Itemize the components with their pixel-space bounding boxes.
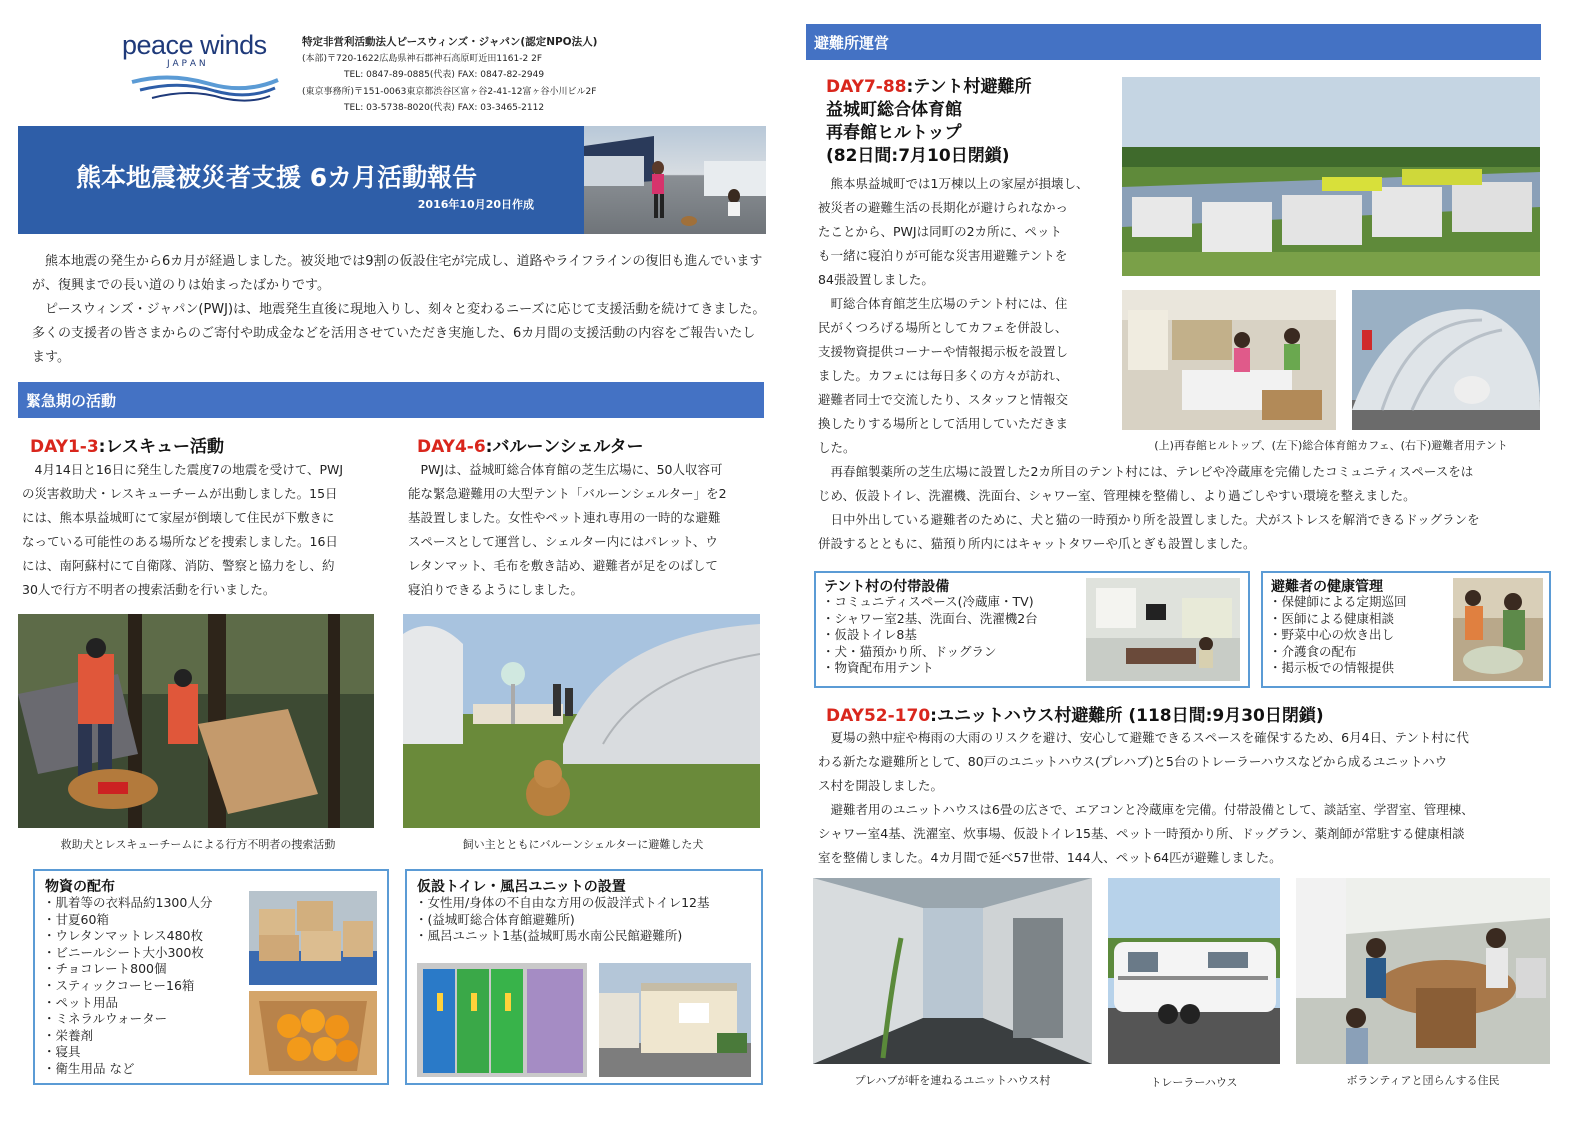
toilet-list [415, 895, 710, 945]
facilities-title: テント村の付帯設備 [824, 579, 950, 595]
gym-cafe-photo [1122, 290, 1336, 430]
supplies-item: ・ チョコレート800個 [43, 961, 212, 978]
supplies-item: ・ スティックコーヒー16箱 [43, 978, 212, 995]
rescue-day: DAY1-3 [30, 437, 99, 457]
supplies-boxes-photo [249, 891, 377, 985]
health-item: ・ 保健師による定期巡回 [1269, 594, 1407, 611]
balloon-line: PWJは、益城町総合体育館の芝生広場に、50人収容可 [420, 462, 723, 477]
intro-text [32, 250, 767, 370]
bath-unit-photo [599, 963, 751, 1077]
unit-line: 室を整備しました。4カ月間で延べ57世帯、144人、ペット64匹が避難しました。 [818, 850, 1282, 865]
unit-line: わる新たな避難所として、80戸のユニットハウス(プレハブ)と5台のトレーラーハウスなどから成るユニットハウ [818, 754, 1448, 769]
tent-line: 支援物資提供コーナーや情報掲示板を設置し [818, 344, 1069, 359]
oranges-photo [249, 991, 377, 1075]
health-item: ・ 医師による健康相談 [1269, 611, 1407, 628]
health-box [1261, 571, 1551, 688]
balloon-line: スペースとして運営し、シェルター内にはパレット、ウ [408, 534, 718, 549]
rescue-line: 4月14日と16日に発生した震度7の地震を受けて、PWJ [34, 462, 344, 477]
tent-line: 84張設置しました。 [818, 272, 934, 287]
health-item: ・ 介護食の配布 [1269, 644, 1407, 661]
unit-line: シャワー室4基、洗濯室、炊事場、仮設トイレ15基、ペット一時預かり所、ドッグラン、薬剤師が常駐する健康相談 [818, 826, 1465, 841]
wave-logo-icon [130, 74, 280, 104]
balloon-photo [403, 614, 760, 828]
balloon-line: 寝泊りできるようにしました。 [408, 582, 584, 597]
tent-day: DAY7-88 [826, 77, 907, 97]
volunteer-gathering-photo [1296, 878, 1550, 1064]
balloon-line: 能な緊急避難用の大型テント「バルーンシェルター」を2 [408, 486, 727, 501]
supplies-item: ・ 栄養剤 [43, 1028, 212, 1045]
supplies-item: ・ 甘夏60箱 [43, 912, 212, 929]
logo-sub: J A P A N [167, 59, 206, 69]
toilet-item [415, 912, 710, 929]
unit-line: 避難者用のユニットハウスは6畳の広さで、エアコンと冷蔵庫を完備。付帯設備として、談話室、学習室、管理棟、 [830, 802, 1474, 817]
evacuee-tent-photo [1352, 290, 1540, 430]
balloon-text [408, 458, 768, 602]
facilities-item: ・ シャワー室2基、洗面台、洗濯機2台 [822, 611, 1038, 628]
trailer-house-photo [1108, 878, 1280, 1064]
facilities-box [814, 571, 1250, 688]
rescue-heading: :レスキュー活動 [98, 437, 224, 457]
tent-full-line: 併設するとともに、猫預り所内にはキャットタワーや爪とぎも設置しました。 [818, 536, 1256, 551]
unit-photo-caption-1: プレハブが軒を連ねるユニットハウス村 [854, 1074, 1051, 1087]
balloon-heading: :バルーンシェルター [485, 437, 644, 457]
health-item: ・ 野菜中心の炊き出し [1269, 627, 1407, 644]
tokyo-address: (東京事務所)〒151-0063東京都渋谷区富ヶ谷2-41-12富ヶ谷小川ビル2F [302, 86, 597, 97]
facilities-list [822, 594, 1038, 677]
banner-photo [584, 126, 766, 234]
toilet-box [405, 869, 763, 1085]
logo-text: peace winds [122, 30, 267, 60]
tent-line: 町総合体育館芝生広場のテント村には、住 [830, 296, 1068, 311]
report-date: 2016年10月20日作成 [417, 198, 534, 211]
tent-full-line: 日中外出している避難者のために、犬と猫の一時預かり所を設置しました。犬がストレスを解消できるドッグランを [830, 512, 1480, 527]
tent-full-line: じめ、仮設トイレ、洗濯機、洗面台、シャワー室、管理棟を整備し、より過ごしやすい環境を整えました。 [818, 488, 1416, 503]
org-details [302, 34, 632, 117]
tent-line: した。 [818, 440, 856, 455]
unit-day: DAY52-170 [826, 706, 931, 726]
tent-duration: (82日間:7月10日閉鎖) [826, 146, 1010, 166]
balloon-line: 基設置しました。女性やペット連れ専用の一時的な避難 [408, 510, 721, 525]
intro-paragraph-2: ピースウィンズ・ジャパン(PWJ)は、地震発生直後に現地入りし、刻々と変わるニーズに応じて支援活動を続けてきました。多くの支援者の皆さまからのご寄付や助成金などを活用させていただき実施した、6カ月間の支援活動の内容をご報告いたします。 [32, 302, 766, 365]
title-banner [18, 126, 586, 234]
unit-line: ス村を開設しました。 [818, 778, 944, 793]
tent-heading: :テント村避難所 [906, 77, 1032, 97]
unit-heading: :ユニットハウス村避難所 (118日間:9月30日閉鎖) [930, 706, 1324, 726]
org-name: 特定非営利活動法人ピースウィンズ・ジャパン(認定NPO法人) [302, 36, 598, 48]
tent-line: 避難者同士で交流したり、スタッフと情報交 [818, 392, 1069, 407]
facilities-item: ・ 物資配布用テント [822, 660, 1038, 677]
balloon-photo-caption: 飼い主とともにバルーンシェルターに避難した犬 [462, 838, 704, 851]
unit-text [818, 726, 1548, 870]
tent-site-1: 益城町総合体育館 [826, 100, 962, 120]
unit-title [826, 701, 1324, 726]
tent-line: たことから、PWJは同町の2カ所に、ペット [818, 224, 1063, 239]
community-space-photo [1086, 578, 1240, 681]
unit-house-village-photo [813, 878, 1092, 1064]
tent-line: 被災者の避難生活の長期化が避けられなかっ [818, 200, 1069, 215]
tokyo-tel: TEL: 03-5738-8020(代表) FAX: 03-3465-2112 [344, 103, 545, 113]
tent-text [818, 172, 1118, 460]
tent-site-2: 再春館ヒルトップ [826, 123, 962, 143]
facilities-item: ・ 犬・猫預かり所、ドッグラン [822, 644, 1038, 661]
supplies-box [33, 869, 389, 1085]
report-title: 熊本地震被災者支援 6カ月活動報告 [76, 163, 478, 192]
rescue-line: 30人で行方不明者の捜索活動を行いました。 [22, 582, 276, 597]
balloon-day: DAY4-6 [417, 437, 486, 457]
hq-address: (本部)〒720-1622広島県神石郡神石高原町近田1161-2 2F [302, 53, 542, 64]
rescue-text [22, 458, 392, 602]
unit-line: 夏場の熱中症や梅雨の大雨のリスクを避け、安心して避難できるスペースを確保するため、6月4日、テント村に代 [830, 730, 1469, 745]
supplies-list [43, 895, 212, 1078]
section-heading-shelter: 避難所運営 [806, 24, 1541, 60]
health-list [1269, 594, 1407, 677]
rescue-line: には、熊本県益城町にて家屋が倒壊して住民が下敷きに [22, 510, 335, 525]
intro-paragraph-1: 熊本地震の発生から6カ月が経過しました。被災地では9割の仮設住宅が完成し、道路やライフラインの復旧も進んでいますが、復興までの長い道のりは始まったばかりです。 [32, 254, 763, 293]
supplies-item: ・ ミネラルウォーター [43, 1011, 212, 1028]
tent-line: 民がくつろげる場所としてカフェを併設し、 [818, 320, 1068, 335]
facilities-item: ・ 仮設トイレ8基 [822, 627, 1038, 644]
health-item: ・ 掲示板での情報提供 [1269, 660, 1407, 677]
tent-line: も一緒に寝泊りが可能な災害用避難テントを [818, 248, 1068, 263]
supplies-item: ・ ペット用品 [43, 995, 212, 1012]
portable-toilets-photo [417, 963, 587, 1077]
tent-line: ました。カフェには毎日多くの方々が訪れ、 [818, 368, 1069, 383]
facilities-item: ・ コミュニティスペース(冷蔵庫・TV) [822, 594, 1038, 611]
supplies-item: ・ ビニールシート大小300枚 [43, 945, 212, 962]
supplies-title: 物資の配布 [45, 879, 115, 895]
tent-full-text [818, 460, 1548, 556]
supplies-item: ・ 寝具 [43, 1044, 212, 1061]
unit-photo-caption-3: ボランティアと団らんする住民 [1346, 1074, 1500, 1087]
rescue-photo-caption: 救助犬とレスキューチームによる行方不明者の捜索活動 [60, 838, 336, 851]
toilet-item-sub: (益城町総合体育館避難所) [427, 911, 575, 927]
rescue-title [30, 432, 224, 457]
balloon-title [417, 432, 644, 457]
tent-line: 換したりする場所として活用していただきま [818, 416, 1069, 431]
food-distribution-photo [1453, 578, 1543, 681]
supplies-item: ・ 肌着等の衣料品約1300人分 [43, 895, 212, 912]
supplies-item: ・ 衛生用品 など [43, 1061, 212, 1078]
supplies-item: ・ ウレタンマットレス480枚 [43, 928, 212, 945]
tent-full-line: 再春館製薬所の芝生広場に設置した2カ所目のテント村には、テレビや冷蔵庫を完備したコミュニティスペースをは [830, 464, 1474, 479]
rescue-photo [18, 614, 374, 828]
tent-photo-caption: (上)再春館ヒルトップ、(左下)総合体育館カフェ、(右下)避難者用テント [1154, 439, 1508, 452]
tent-title [826, 76, 1031, 168]
balloon-line: レタンマット、毛布を敷き詰め、避難者が足をのばして [408, 558, 718, 573]
rescue-line: には、南阿蘇村にて自衛隊、消防、警察と協力をし、約 [22, 558, 335, 573]
rescue-line: の災害救助犬・レスキューチームが出動しました。15日 [22, 486, 338, 501]
section-heading-emergency: 緊急期の活動 [18, 382, 764, 418]
tent-line: 熊本県益城町では1万棟以上の家屋が損壊し、 [830, 176, 1089, 191]
tent-village-photo [1122, 77, 1540, 276]
org-logo [122, 30, 292, 108]
hq-tel: TEL: 0847-89-0885(代表) FAX: 0847-82-2949 [344, 70, 545, 80]
unit-photo-caption-2: トレーラーハウス [1150, 1076, 1238, 1089]
rescue-line: なっている可能性のある場所などを捜索しました。16日 [22, 534, 338, 549]
toilet-item: ・ 風呂ユニット1基(益城町馬水南公民館避難所) [415, 928, 710, 945]
health-title: 避難者の健康管理 [1271, 579, 1383, 595]
toilet-title: 仮設トイレ・風呂ユニットの設置 [417, 879, 626, 895]
toilet-item: ・ 女性用/身体の不自由な方用の仮設洋式トイレ12基 [415, 895, 710, 912]
